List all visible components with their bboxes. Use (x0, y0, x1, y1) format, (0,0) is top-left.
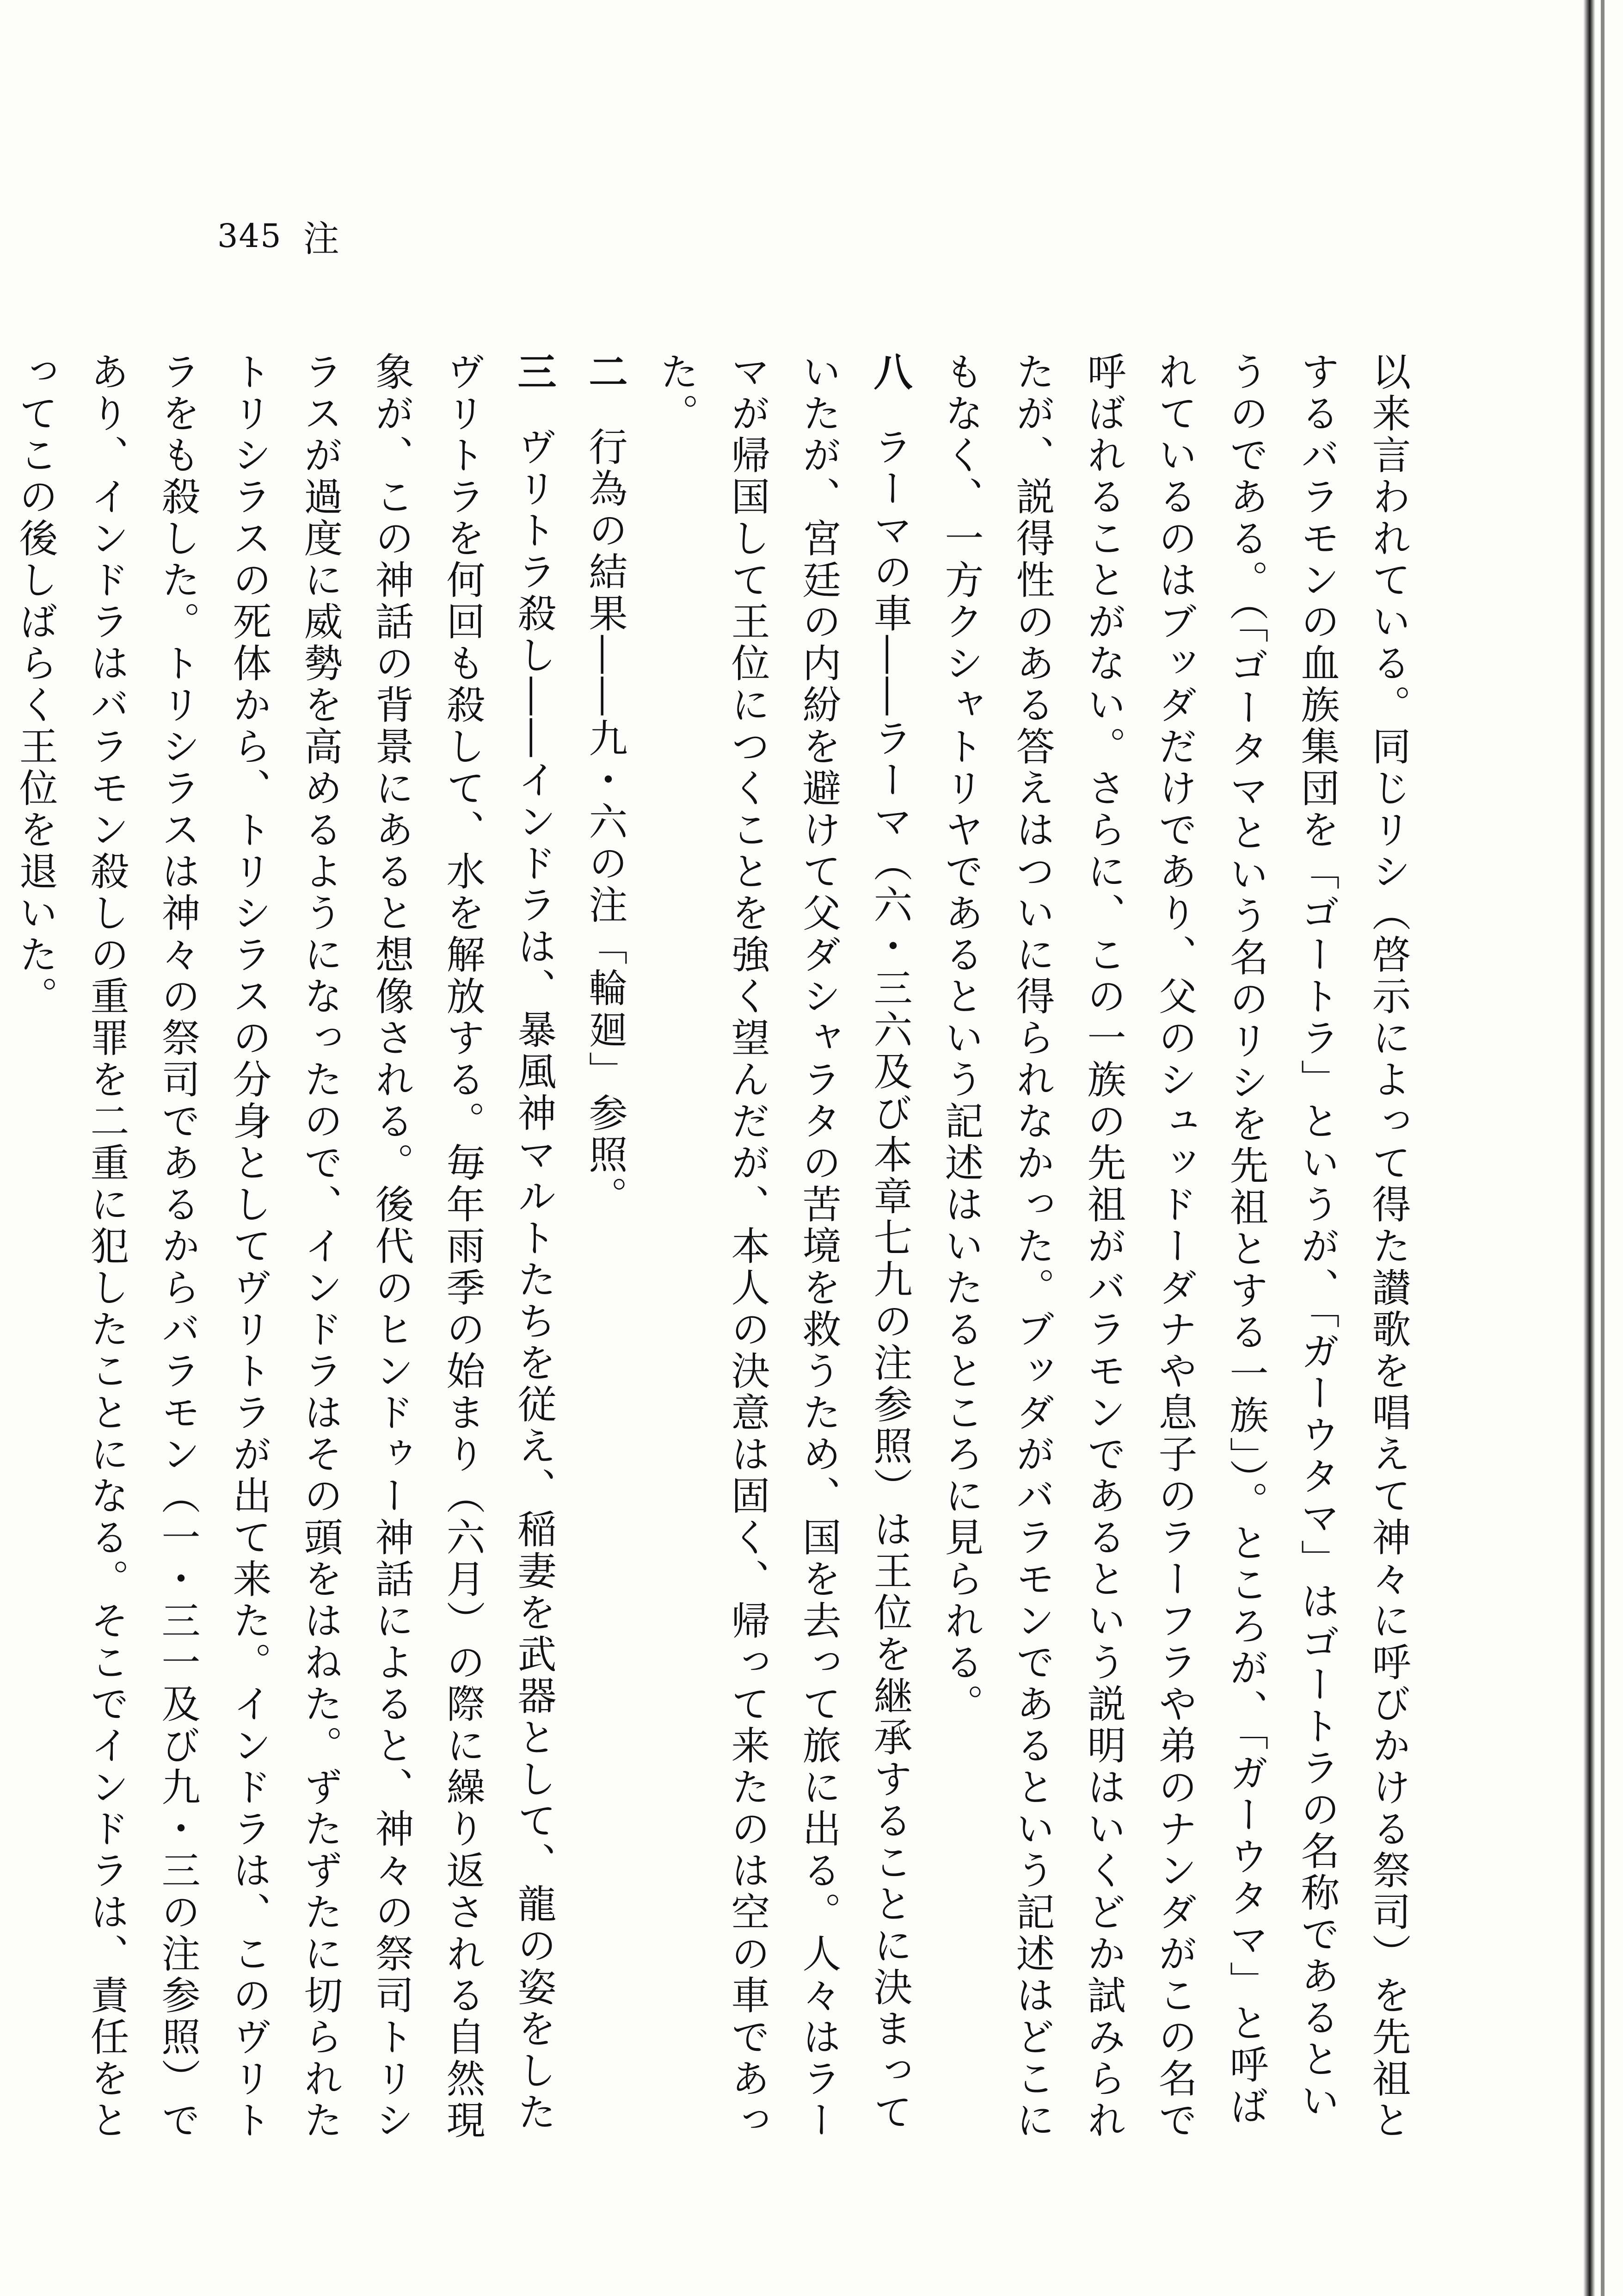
note-item (0, 352, 570, 2155)
note-number: 二 (583, 352, 628, 393)
section-title: 注 (303, 218, 340, 260)
note-continuation (926, 352, 1424, 2155)
page-number: 345 (217, 217, 282, 255)
note-text: 行為の結果――九・六の注「輪廻」参照。 (583, 426, 628, 1218)
note-number: 三 (511, 352, 557, 393)
note-text: 以来言われている。同じリシ（啓示によって得た讃歌を唱えて神々に呼びかける祭司）を先祖とするバラモンの血族集団を「ゴートラ」というが、「ガーウタマ」はゴートラの名称であるというのである。（「ゴータマという名のリシを先祖とする一族」）。ところが、「ガーウタマ」と呼ばれているのはブッダだけであり、父のシュッドーダナや息子のラーフラや弟のナンダがこの名で呼ばれることがない。さらに、この一族の先祖がバラモンであるという説明はいくどか試みられたが、説得性のある答えはついに得られなかった。ブッダがバラモンであるという記述はどこにもなく、一方クシャトリヤであるという記述はいたるところに見られる。 (939, 352, 1411, 2142)
note-item (570, 352, 641, 2155)
note-text: ヴリトラ殺し――インドラは、暴風神マルトたちを従え、稲妻を武器として、龍の姿をしたヴリトラを何回も殺して、水を解放する。毎年雨季の始まり（六月）の際に繰り返される自然現象が、この神話の背景にあると想像される。後代のヒンドゥー神話によると、神々の祭司トリシラスが過度に威勢を高めるようになったので、インドラはその頭をはねた。ずたずたに切られたトリシラスの死体から、トリシラスの分身としてヴリトラが出て来た。インドラは、このヴリトラをも殺した。トリシラスは神々の祭司であるからバラモン（一・三一及び九・三の注参照）であり、インドラはバラモン殺しの重罪を二重に犯したことになる。そこでインドラは、責任をとってこの後しばらく王位を退いた。 (13, 352, 557, 2142)
binding-shadow-inner (1601, 0, 1605, 2296)
note-item (641, 352, 926, 2155)
page-header (217, 208, 340, 264)
note-number: 八 (867, 352, 913, 393)
note-text: ラーマの車――ラーマ（六・三六及び本章七九の注参照）は王位を継承することに決まっていたが、宮廷の内紛を避けて父ダシャラタの苦境を救うため、国を去って旅に出る。人々はラーマが帰国して王位につくことを強く望んだが、本人の決意は固く、帰って来たのは空の車であった。 (654, 352, 913, 2142)
binding-shadow (1583, 0, 1595, 2296)
notes-body (13, 352, 1424, 2155)
